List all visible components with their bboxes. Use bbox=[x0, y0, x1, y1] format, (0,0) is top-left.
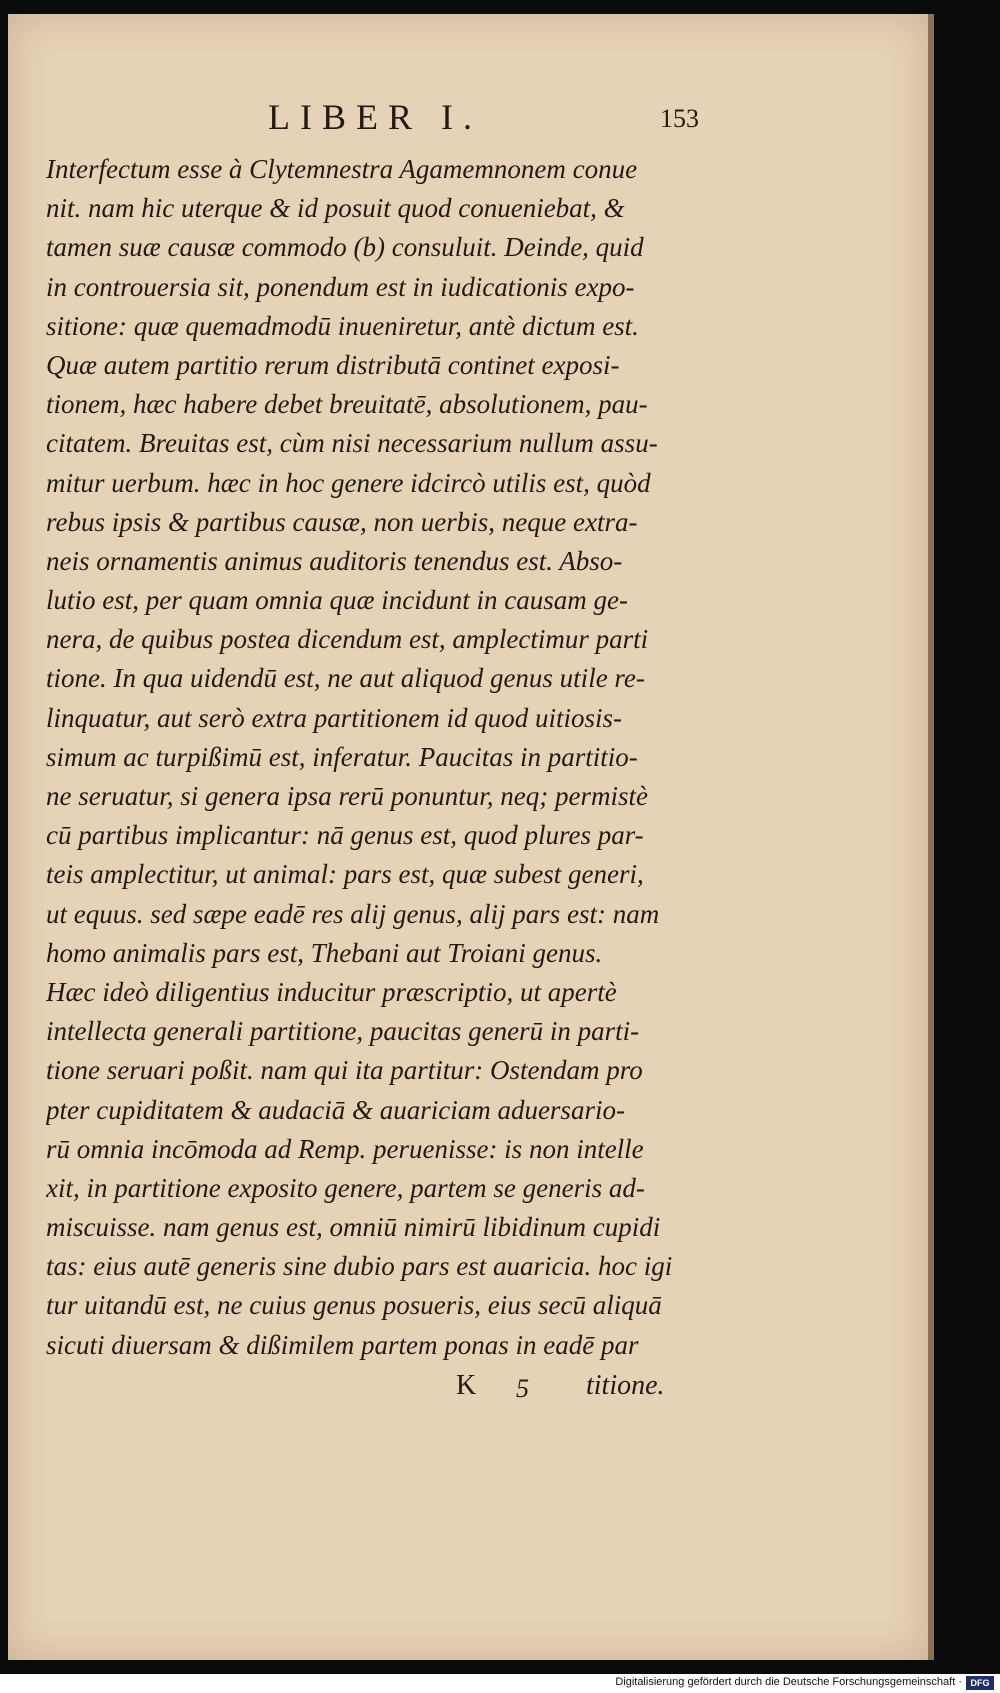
text-line: nera, de quibus postea dicendum est, amplectimur parti bbox=[46, 624, 649, 655]
text-line: nit. nam hic uterque & id posuit quod conueniebat, & bbox=[46, 193, 625, 224]
text-line: tione seruari poßit. nam qui ita partitur: Ostendam pro bbox=[46, 1055, 643, 1086]
text-line: homo animalis pars est, Thebani aut Troiani genus. bbox=[46, 937, 603, 968]
text-line: Interfectum esse à Clytemnestra Agamemnonem conue bbox=[46, 154, 638, 184]
text-line: teis amplectitur, ut animal: pars est, quæ subest generi, bbox=[46, 859, 644, 890]
running-head bbox=[0, 96, 1000, 146]
text-line: tas: eius autē generis sine dubio pars est auaricia. hoc igi bbox=[46, 1251, 673, 1282]
folio-number: 153 bbox=[660, 104, 699, 133]
text-line: tione. In qua uidendū est, ne aut aliquod genus utile re- bbox=[46, 663, 645, 694]
text-line: miscuisse. nam genus est, omniū nimirū libidinum cupidi bbox=[46, 1212, 661, 1243]
body-text bbox=[46, 150, 716, 1365]
running-head-title: LIBER I. bbox=[268, 97, 482, 137]
text-line: sitione: quæ quemadmodū inueniretur, antè dictum est. bbox=[46, 310, 639, 341]
text-line: simum ac turpißimū est, inferatur. Paucitas in partitio- bbox=[46, 741, 638, 772]
text-line: pter cupiditatem & audaciā & auariciam aduersario- bbox=[46, 1094, 625, 1125]
text-line: lutio est, per quam omnia quæ incidunt in causam ge- bbox=[46, 585, 628, 616]
catchword: titione. bbox=[586, 1370, 665, 1401]
signature-mark: K bbox=[456, 1370, 477, 1401]
dfg-logo-icon: DFG bbox=[966, 1676, 994, 1690]
text-line: sicuti diuersam & dißimilem partem ponas in eadē par bbox=[46, 1329, 639, 1360]
text-line: tionem, hæc habere debet breuitatē, absolutionem, pau- bbox=[46, 389, 648, 420]
text-line: tur uitandū est, ne cuius genus posueris, eius secū aliquā bbox=[46, 1290, 662, 1321]
text-line: Quæ autem partitio rerum distributā continet exposi- bbox=[46, 349, 620, 380]
footer-bar bbox=[0, 1674, 1000, 1693]
text-line: mitur uerbum. hæc in hoc genere idcircò utilis est, quòd bbox=[46, 467, 651, 498]
text-line: Hæc ideò diligentius inducitur præscriptio, ut apertè bbox=[46, 976, 617, 1007]
text-line: neis ornamentis animus auditoris tenendus est. Abso- bbox=[46, 545, 623, 576]
text-line: ut equus. sed sæpe eadē res alij genus, alij pars est: nam bbox=[46, 898, 660, 929]
page-edge bbox=[928, 14, 934, 1660]
text-line: citatem. Breuitas est, cùm nisi necessarium nullum assu- bbox=[46, 428, 658, 459]
text-line: linquatur, aut serò extra partitionem id quod uitiosis- bbox=[46, 702, 623, 733]
text-line: ne seruatur, si genera ipsa rerū ponuntur, neq; permistè bbox=[46, 781, 648, 811]
footer-credit: Digitalisierung gefördert durch die Deutsche Forschungsgemeinschaft · bbox=[615, 1676, 962, 1688]
text-line: in controuersia sit, ponendum est in iudicationis expo- bbox=[46, 271, 635, 302]
text-line: intellecta generali partitione, paucitas generū in parti- bbox=[46, 1016, 640, 1047]
text-line: xit, in partitione exposito genere, partem se generis ad- bbox=[46, 1172, 645, 1203]
signature-number: 5 bbox=[516, 1374, 529, 1403]
text-line: tamen suæ causæ commodo (b) consuluit. Deinde, quid bbox=[46, 232, 644, 263]
text-line: rebus ipsis & partibus causæ, non uerbis, neque extra- bbox=[46, 506, 638, 537]
text-line: cū partibus implicantur: nā genus est, quod plures par- bbox=[46, 820, 644, 851]
text-line: rū omnia incōmoda ad Remp. peruenisse: is non intelle bbox=[46, 1133, 644, 1164]
